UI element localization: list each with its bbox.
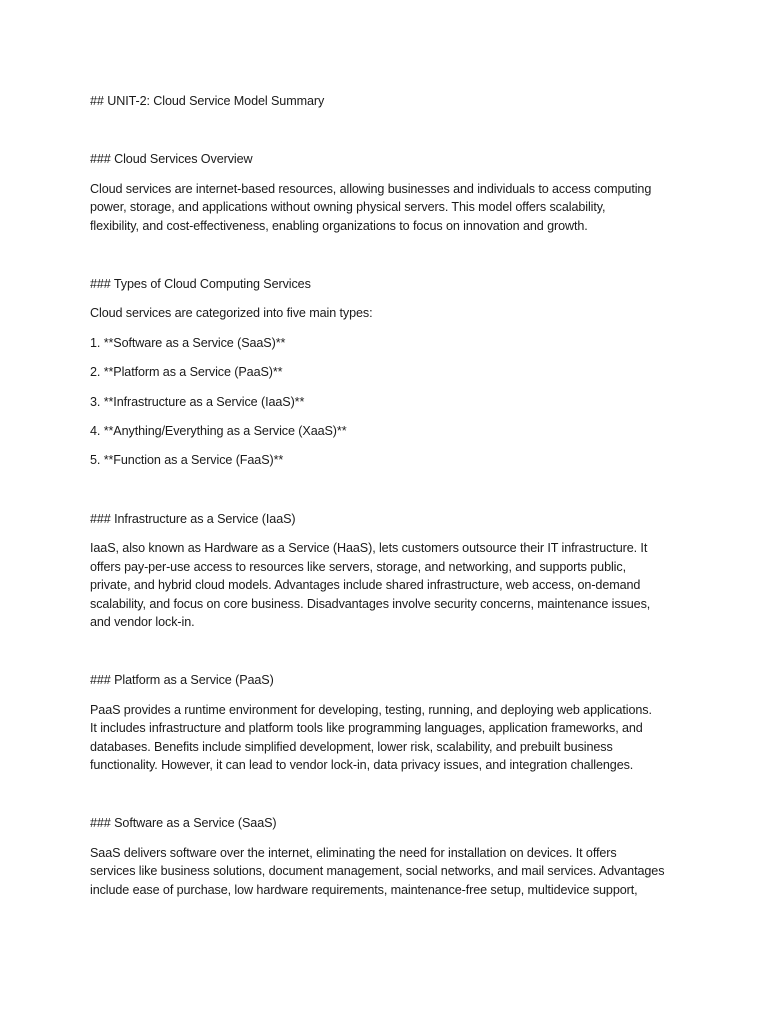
paas-heading: ### Platform as a Service (PaaS) (90, 673, 274, 688)
paas-line: databases. Benefits include simplified development, lower risk, scalability, and prebuilt business (90, 739, 613, 754)
iaas-line: scalability, and focus on core business. Disadvantages involve security concerns, maintenance issues, (90, 596, 651, 611)
iaas-line: offers pay-per-use access to resources like servers, storage, and networking, and supports public, (90, 559, 626, 574)
types-heading: ### Types of Cloud Computing Services (90, 277, 311, 292)
document-title: ## UNIT-2: Cloud Service Model Summary (90, 94, 325, 108)
saas-line: include ease of purchase, low hardware requirements, maintenance-free setup, multidevice support, (90, 882, 638, 897)
types-list-item: 5. **Function as a Service (FaaS)** (90, 453, 284, 468)
overview-line: Cloud services are internet-based resources, allowing businesses and individuals to access computing (90, 181, 652, 196)
saas-heading: ### Software as a Service (SaaS) (90, 816, 277, 831)
iaas-paragraph (90, 539, 680, 631)
types-list-item: 4. **Anything/Everything as a Service (XaaS)** (90, 424, 347, 439)
paas-paragraph (90, 701, 680, 775)
overview-heading: ### Cloud Services Overview (90, 152, 253, 167)
types-list-item: 1. **Software as a Service (SaaS)** (90, 335, 286, 350)
document-body (90, 92, 680, 939)
types-list (90, 334, 680, 470)
saas-line: services like business solutions, document management, social networks, and mail services. Advantages (90, 864, 665, 879)
overview-line: power, storage, and applications without owning physical servers. This model offers scalability, (90, 200, 606, 215)
paas-line: It includes infrastructure and platform tools like programming languages, application frameworks, and (90, 721, 643, 736)
types-list-item: 3. **Infrastructure as a Service (IaaS)** (90, 394, 305, 409)
saas-paragraph (90, 844, 680, 899)
paas-line: PaaS provides a runtime environment for developing, testing, running, and deploying web applications. (90, 702, 652, 717)
overview-paragraph (90, 180, 680, 235)
paas-line: functionality. However, it can lead to vendor lock-in, data privacy issues, and integration challenges. (90, 757, 634, 772)
iaas-line: IaaS, also known as Hardware as a Service (HaaS), lets customers outsource their IT infrastructure. It (90, 541, 648, 556)
types-intro: Cloud services are categorized into five main types: (90, 306, 373, 321)
types-list-item: 2. **Platform as a Service (PaaS)** (90, 365, 283, 380)
overview-line: flexibility, and cost-effectiveness, enabling organizations to focus on innovation and growth. (90, 218, 588, 233)
saas-line: SaaS delivers software over the internet, eliminating the need for installation on devices. It offers (90, 845, 617, 860)
iaas-heading: ### Infrastructure as a Service (IaaS) (90, 511, 296, 526)
iaas-line: and vendor lock-in. (90, 614, 195, 629)
iaas-line: private, and hybrid cloud models. Advantages include shared infrastructure, web access, on-demand (90, 578, 641, 593)
